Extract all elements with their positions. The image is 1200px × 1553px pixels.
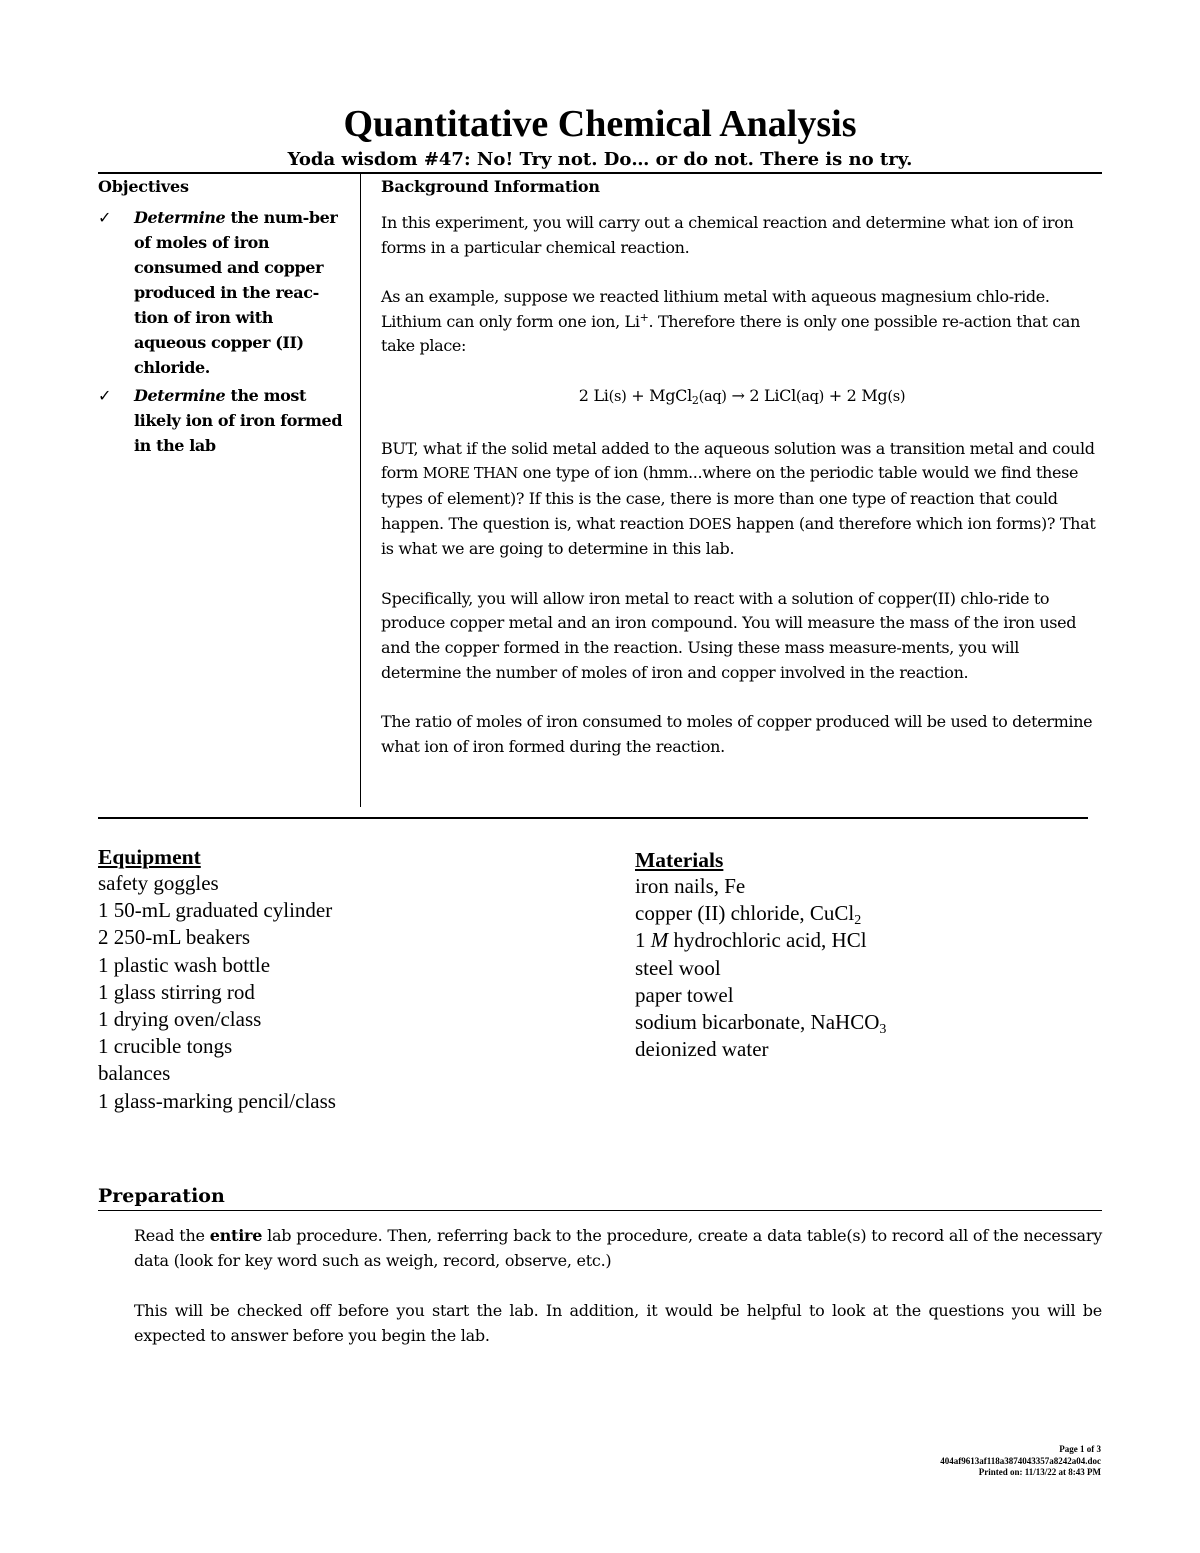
material-item: iron nails, Fe — [635, 874, 746, 898]
objectives-section — [98, 175, 348, 458]
page-number: Page 1 of 3 — [1059, 1444, 1101, 1454]
equipment-heading: Equipment — [98, 845, 201, 869]
equipment-item: 1 drying oven/class — [98, 1007, 262, 1032]
material-item: copper (II) chloride, CuCl$_2$ — [635, 901, 862, 929]
background-heading: Background Information — [381, 177, 600, 196]
equipment-section — [98, 844, 578, 1115]
preparation-paragraph: Read the entire lab procedure. Then, referring back to the procedure, create a data table(s) to record all of the necessary data (look for key word such as weigh, record, observe, etc.) — [134, 1226, 1103, 1270]
material-item: deionized water — [635, 1037, 769, 1062]
preparation-paragraph: This will be checked off before you start the lab. In addition, it would be helpful to look at the questions you will be expected to answer before you begin the lab. — [134, 1300, 1102, 1345]
material-item: paper towel — [635, 982, 734, 1007]
objective-lead: Determine — [134, 386, 226, 405]
checkmark-icon: ✓ — [98, 208, 112, 227]
preparation-heading: Preparation — [98, 1185, 225, 1207]
material-item: steel wool — [635, 955, 721, 980]
objective-lead: Determine — [134, 208, 226, 227]
document-subtitle: Yoda wisdom #47: No! Try not. Do… or do not. There is no try. — [287, 149, 913, 170]
page-footer — [940, 1444, 1101, 1479]
file-name: 404af9613af118a3874043357a8242a04.doc — [940, 1455, 1101, 1466]
preparation-section — [134, 1223, 1102, 1372]
equipment-item: balances — [98, 1061, 171, 1086]
equipment-item: 1 plastic wash bottle — [98, 952, 271, 977]
background-paragraph: Specifically, you will allow iron metal to react with a solution of copper(II) chlo-ride to produce copper metal and an iron compound. You will measure the mass of the iron used and the copper formed in the reaction. Using these mass measure-ments, you will determine the number of moles of iron and copper involved in the reaction. — [381, 588, 1077, 682]
objective-text: the most likely ion of iron formed in the lab — [134, 386, 343, 455]
reaction-equation: 2 Li(s) + MgCl$_2$(aq) → 2 LiCl(aq) + 2 Mg(s) — [578, 385, 906, 407]
equipment-item: 1 crucible tongs — [98, 1034, 233, 1059]
objective-item — [98, 205, 348, 380]
top-divider — [98, 172, 1102, 174]
preparation-divider — [98, 1210, 1102, 1211]
equipment-item: 1 glass-marking pencil/class — [98, 1088, 336, 1113]
objective-text: the num-ber of moles of iron consumed and copper produced in the reac-tion of iron with aqueous copper (II) chloride. — [134, 208, 338, 377]
materials-heading: Materials — [635, 848, 724, 872]
checkmark-icon: ✓ — [98, 386, 112, 405]
objective-item — [98, 383, 348, 458]
materials-section — [635, 847, 1095, 1063]
equipment-item: 2 250-mL beakers — [98, 925, 251, 950]
background-section — [381, 175, 1103, 784]
column-divider — [360, 174, 361, 807]
background-paragraph: BUT, what if the solid metal added to the aqueous solution was a transition metal and could form MORE THAN one type of ion (hmm...where on the periodic table would we find these types of element)? If this is the case, there is more than one type of reaction that could happen. The question is, what reaction DOES happen (and therefore which ion forms)? That is what we are going to determine in this lab. — [381, 438, 1096, 559]
equipment-item: 1 50-mL graduated cylinder — [98, 898, 333, 923]
equipment-item: 1 glass stirring rod — [98, 979, 255, 1004]
material-item: 1 M hydrochloric acid, HCl — [635, 928, 867, 953]
print-timestamp: Printed on: 11/13/22 at 8:43 PM — [978, 1467, 1101, 1477]
objectives-heading: Objectives — [98, 177, 189, 196]
equipment-item: safety goggles — [98, 871, 219, 895]
background-paragraph: In this experiment, you will carry out a chemical reaction and determine what ion of iron forms in a particular chemical reaction. — [381, 213, 1074, 257]
background-paragraph: The ratio of moles of iron consumed to moles of copper produced will be used to determine what ion of iron formed during the reaction. — [381, 711, 1093, 756]
background-paragraph: As an example, suppose we reacted lithium metal with aqueous magnesium chlo-ride. Lithium can only form one ion, Li+. Therefore there is only one possible re-action that can take place: — [381, 286, 1081, 356]
material-item: sodium bicarbonate, NaHCO$_3$ — [635, 1010, 887, 1038]
section-divider — [98, 817, 1088, 819]
document-title: Quantitative Chemical Analysis — [343, 103, 857, 145]
